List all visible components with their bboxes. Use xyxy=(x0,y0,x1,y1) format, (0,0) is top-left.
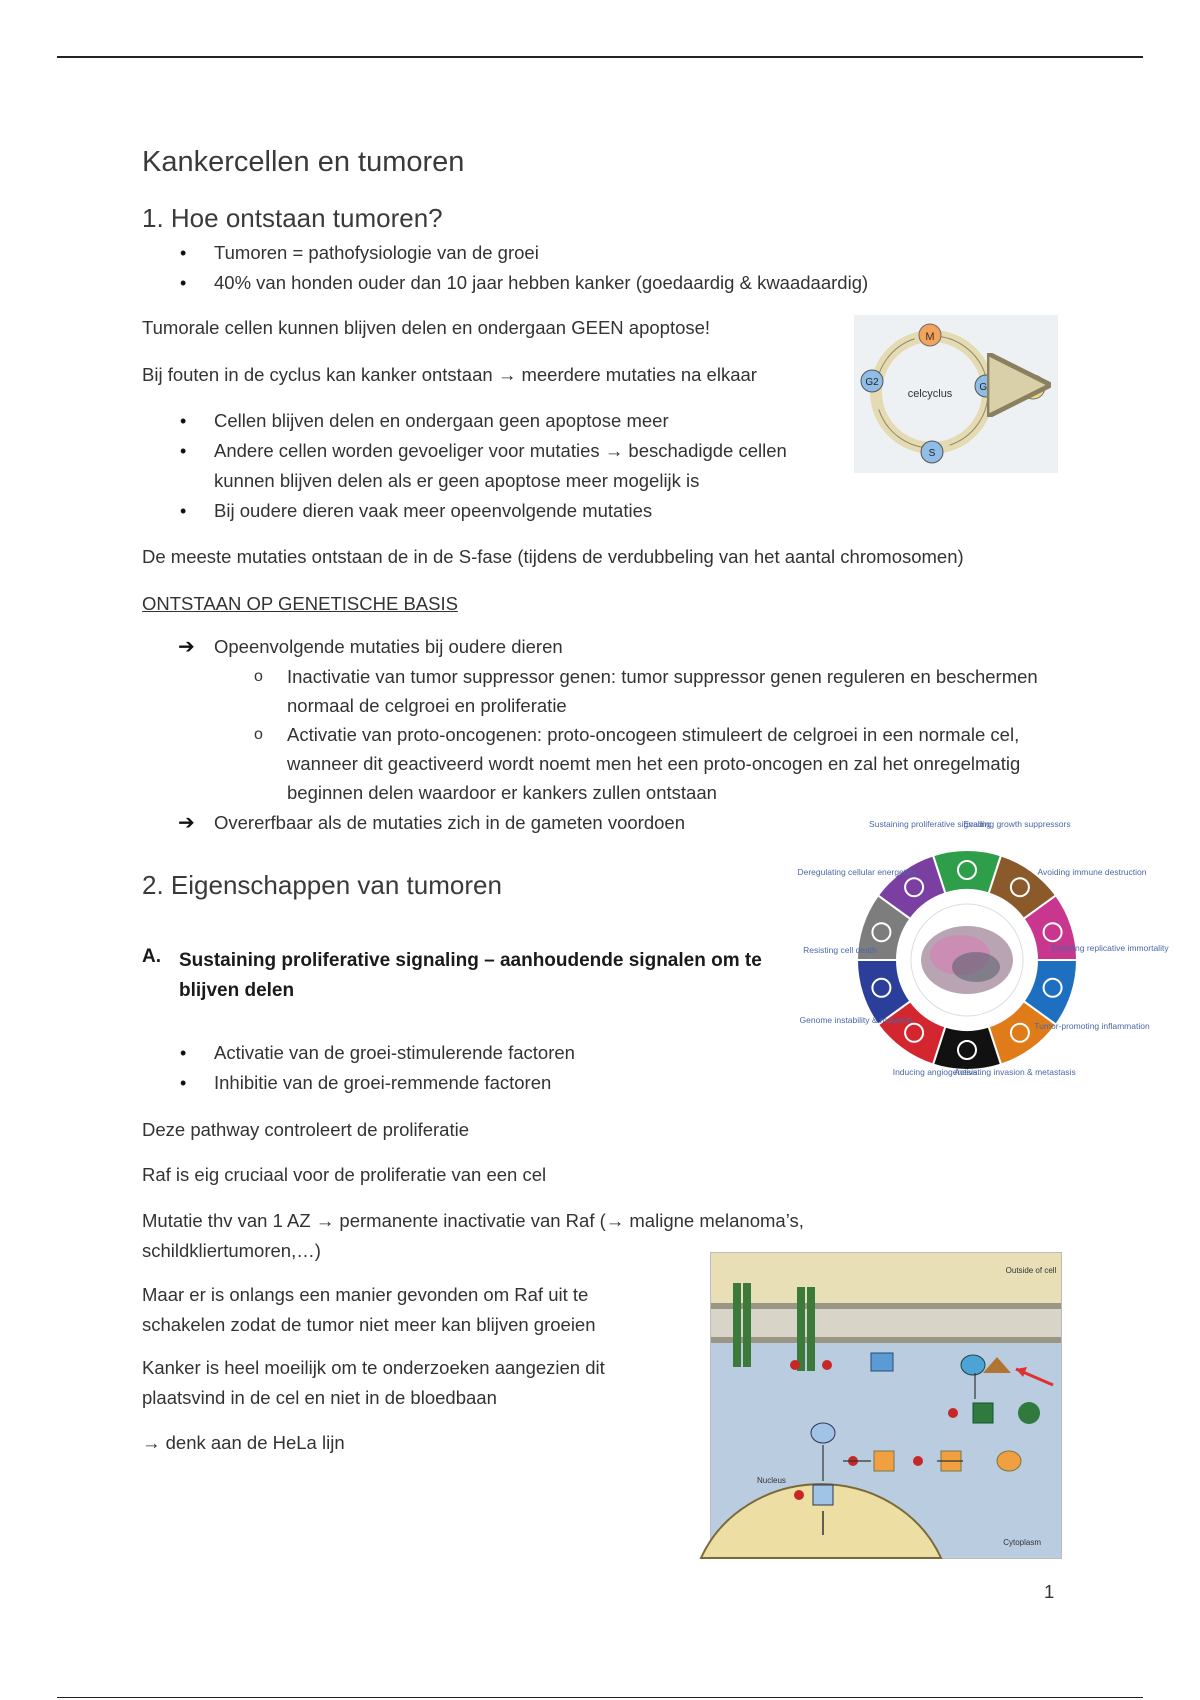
outside-cell-label: Outside of cell xyxy=(1005,1266,1057,1275)
receptor-mid xyxy=(797,1287,805,1371)
list-item: ➔ Overerfbaar als de mutaties zich in de gameten voordoen xyxy=(142,808,842,838)
phase-s-label: S xyxy=(928,448,936,459)
ras-box xyxy=(871,1353,893,1371)
hallmark-label-4: Tumor-promoting inflammation xyxy=(1034,1021,1150,1031)
hallmark-label-7: Genome instability & mutation xyxy=(799,1015,913,1025)
hallmark-label-8: Resisting cell death xyxy=(803,945,877,955)
paragraph: Tumorale cellen kunnen blijven delen en ondergaan GEEN apoptose! xyxy=(142,317,711,338)
list-item: o Activatie van proto-oncogenen: proto-oncogeen stimuleert de celgroei in een normale cel, wanneer dit geactiveerd wordt noemt men het een proto-oncogen en zal het onregelmatig beginnen delen waardoor er kankers zullen ontstaan xyxy=(142,720,1062,807)
document-title: Kankercellen en tumoren xyxy=(142,146,465,178)
list-item: • Tumoren = pathofysiologie van de groei xyxy=(142,238,1042,268)
section-1-heading: 1. Hoe ontstaan tumoren? xyxy=(142,203,443,233)
top-rule xyxy=(57,56,1143,58)
receptor-left xyxy=(733,1283,741,1367)
phase-g1-label: G1 xyxy=(979,382,993,393)
subsection-a-label: A. xyxy=(142,946,161,967)
section-1-bullets xyxy=(142,238,1042,298)
hallmark-label-6: Inducing angiogenesis xyxy=(892,1067,978,1077)
paragraph: Mutatie thv van 1 AZ → permanente inactivatie van Raf (→ maligne melanoma’s, schildkliertumoren,…) xyxy=(142,1210,804,1261)
cell-cycle-center-label: celcyclus xyxy=(907,388,953,400)
phase-g0-label: G0 xyxy=(1026,383,1040,394)
hallmark-label-5: Activating invasion & metastasis xyxy=(954,1067,1076,1077)
paragraph: Raf is eig cruciaal voor de proliferatie van een cel xyxy=(142,1164,547,1185)
list-item: • Bij oudere dieren vaak meer opeenvolgende mutaties xyxy=(142,496,822,526)
raf-node xyxy=(961,1355,985,1375)
phase-m-label: M xyxy=(925,331,935,343)
hallmark-label-1: Evading growth suppressors xyxy=(963,819,1071,829)
genetic-sub-list xyxy=(142,662,1062,807)
hallmarks-wheel xyxy=(797,815,1169,1100)
list-item: o Inactivatie van tumor suppressor genen: tumor suppressor genen reguleren en beschermen normaal de celgroei en proliferatie xyxy=(142,662,1062,720)
paragraph: Deze pathway controleert de proliferatie xyxy=(142,1119,470,1140)
paragraph: Bij fouten in de cyclus kan kanker ontstaan → meerdere mutaties na elkaar xyxy=(142,364,757,385)
raf-pathway-figure xyxy=(710,1252,1062,1559)
hallmark-label-2: Avoiding immune destruction xyxy=(1037,867,1147,877)
nucleus-label: Nucleus xyxy=(757,1476,786,1485)
raf-pathway-diagram xyxy=(711,1253,1061,1558)
hallmarks-figure xyxy=(797,815,1169,1100)
cell-cycle-figure xyxy=(854,315,1058,473)
page-number: 1 xyxy=(1044,1581,1055,1602)
hallmark-label-3: Enabling replicative immortality xyxy=(1051,943,1169,953)
cytoplasm-label: Cytoplasm xyxy=(1003,1538,1041,1547)
hallmark-label-0: Sustaining proliferative signaling xyxy=(869,819,991,829)
paragraph: De meeste mutaties ontstaan de in de S-fase (tijdens de verdubbeling van het aantal chromosomen) xyxy=(142,546,964,567)
list-item: • Cellen blijven delen en ondergaan geen apoptose meer xyxy=(142,406,822,436)
paragraph: Maar er is onlangs een manier gevonden om Raf uit te schakelen zodat de tumor niet meer kan blijven groeien xyxy=(142,1284,596,1335)
paragraph: Kanker is heel moeilijk om te onderzoeken aangezien dit plaatsvind in de cel en niet in de bloedbaan xyxy=(142,1357,605,1408)
list-item: • 40% van honden ouder dan 10 jaar hebben kanker (goedaardig & kwaadaardig) xyxy=(142,268,1042,298)
list-item: • Andere cellen worden gevoeliger voor mutaties → beschadigde cellen kunnen blijven delen als er geen apoptose meer mogelijk is xyxy=(142,436,822,496)
list-item: • Activatie van de groei-stimulerende factoren xyxy=(142,1038,762,1068)
hallmark-label-9: Deregulating cellular energetics xyxy=(797,867,917,877)
genetic-arrow-list xyxy=(142,632,1062,662)
paragraph: → denk aan de HeLa lijn xyxy=(142,1432,345,1453)
genetic-arrow-list-2 xyxy=(142,808,842,838)
section-1-bullets-2 xyxy=(142,406,822,526)
list-item: ➔ Opeenvolgende mutaties bij oudere dieren xyxy=(142,632,1062,662)
mek-box xyxy=(973,1403,993,1423)
subheading-genetic-basis: ONTSTAAN OP GENETISCHE BASIS xyxy=(142,593,458,614)
list-item: • Inhibitie van de groei-remmende factoren xyxy=(142,1068,762,1098)
phase-g2-label: G2 xyxy=(865,377,879,388)
bottom-rule xyxy=(57,1697,1143,1698)
section-2-heading: 2. Eigenschappen van tumoren xyxy=(142,870,502,900)
cell-cycle-diagram xyxy=(854,315,1058,473)
subsection-a-title: Sustaining proliferative signaling – aanhoudende signalen om te blijven delen xyxy=(179,950,762,1001)
section-2-bullets xyxy=(142,1038,762,1098)
